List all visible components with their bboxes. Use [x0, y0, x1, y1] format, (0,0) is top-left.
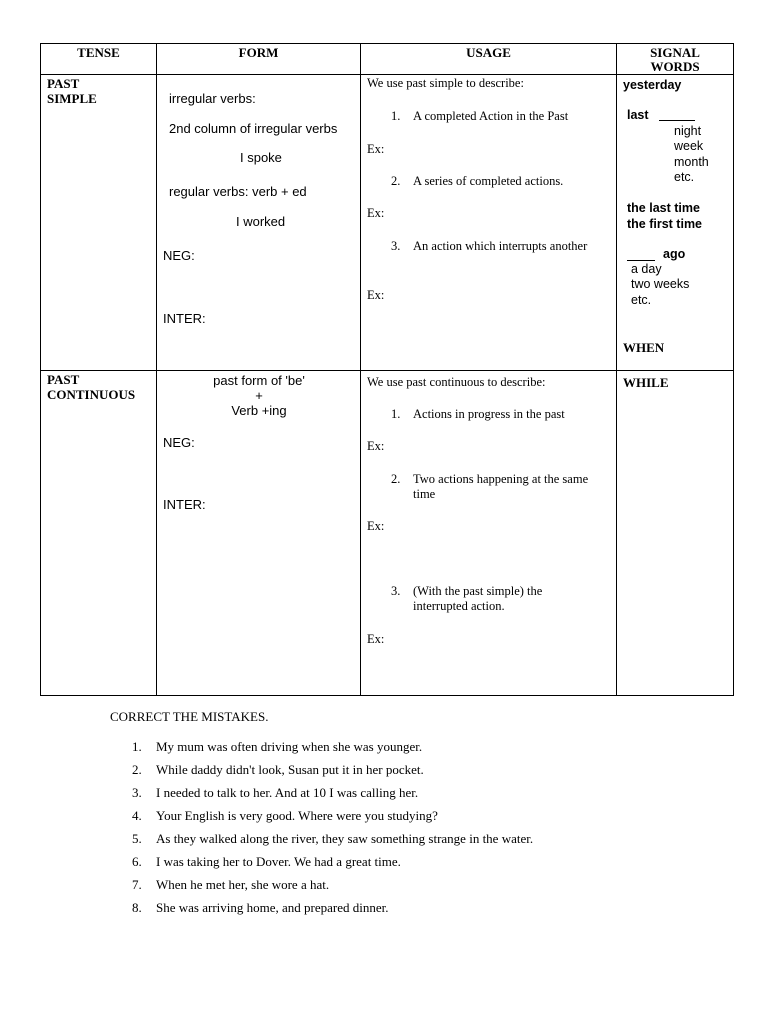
usage-item-number: 2. [391, 472, 401, 486]
signal-yesterday: yesterday [623, 78, 682, 92]
list-item [132, 831, 533, 854]
signal-the-first-time: the first time [627, 217, 703, 231]
item-number: 2. [132, 762, 142, 777]
usage-cell [361, 75, 617, 371]
list-item [132, 762, 533, 785]
form-irregular-example: I spoke [240, 150, 282, 165]
usage-item-text: A completed Action in the Past [413, 109, 569, 123]
list-item [132, 854, 533, 877]
grammar-table [40, 43, 734, 696]
signal-when: WHEN [623, 340, 665, 355]
item-text: I was taking her to Dover. We had a great time. [156, 854, 401, 869]
item-text: Your English is very good. Where were you studying? [156, 808, 438, 823]
signal-ago-option: etc. [631, 293, 652, 307]
form-regular-rule: regular verbs: verb + ed [169, 184, 307, 199]
signal-last-option: week [674, 139, 704, 153]
usage-item-text: (With the past simple) the interrupted action. [413, 584, 543, 613]
signal-last-option: night [674, 124, 702, 138]
usage-item-number: 3. [391, 239, 401, 253]
table-row-past-simple [41, 75, 734, 371]
list-item [132, 900, 533, 923]
signal-the-last-time: the last time [627, 201, 700, 215]
form-verb-ing: Verb +ing [231, 403, 287, 418]
exercise-title: CORRECT THE MISTAKES. [110, 709, 269, 724]
tense-cell [41, 371, 157, 696]
form-plus: + [255, 388, 263, 403]
header-signal-words: SIGNAL WORDS [617, 44, 734, 75]
form-neg-label: NEG: [163, 248, 195, 263]
usage-item-number: 3. [391, 584, 401, 598]
usage-item-text: Actions in progress in the past [413, 407, 565, 421]
form-inter-label: INTER: [163, 311, 206, 326]
tense-cell [41, 75, 157, 371]
item-text: While daddy didn't look, Susan put it in her pocket. [156, 762, 424, 777]
signal-last: last [627, 108, 649, 122]
usage-intro: We use past simple to describe: [367, 76, 524, 90]
item-text: As they walked along the river, they saw something strange in the water. [156, 831, 534, 846]
form-neg-label: NEG: [163, 435, 195, 450]
usage-ex-label: Ex: [367, 439, 385, 453]
signal-last-option: etc. [674, 170, 695, 184]
form-be-line: past form of 'be' [213, 373, 305, 388]
signal-ago-option: a day [631, 262, 662, 276]
form-irregular-rule: 2nd column of irregular verbs [169, 121, 338, 136]
list-item [132, 739, 533, 762]
form-cell [157, 371, 361, 696]
usage-item-number: 1. [391, 109, 401, 123]
item-number: 8. [132, 900, 142, 915]
usage-ex-label: Ex: [367, 519, 385, 533]
item-text: I needed to talk to her. And at 10 I was calling her. [156, 785, 419, 800]
form-irregular-label: irregular verbs: [169, 91, 256, 106]
signal-words-cell [617, 75, 734, 371]
list-item [132, 808, 533, 831]
signal-last-blank [659, 120, 695, 121]
signal-last-option: month [674, 155, 709, 169]
signal-while: WHILE [623, 375, 669, 390]
usage-item-number: 2. [391, 174, 401, 188]
usage-ex-label: Ex: [367, 288, 385, 302]
item-number: 5. [132, 831, 142, 846]
usage-ex-label: Ex: [367, 632, 385, 646]
usage-ex-label: Ex: [367, 206, 385, 220]
form-inter-label: INTER: [163, 497, 206, 512]
usage-item-text: Two actions happening at the same time [413, 472, 589, 501]
usage-item-text: A series of completed actions. [413, 174, 564, 188]
form-regular-example: I worked [236, 214, 286, 229]
list-item [132, 877, 533, 900]
item-text: When he met her, she wore a hat. [156, 877, 330, 892]
signal-ago-option: two weeks [631, 277, 690, 291]
item-text: My mum was often driving when she was younger. [156, 739, 423, 754]
item-number: 1. [132, 739, 142, 754]
signal-ago-blank [627, 260, 655, 261]
usage-item-text: An action which interrupts another [413, 239, 588, 253]
header-tense: TENSE [41, 44, 157, 75]
item-number: 7. [132, 877, 142, 892]
item-number: 4. [132, 808, 142, 823]
usage-cell [361, 371, 617, 696]
usage-item-number: 1. [391, 407, 401, 421]
signal-words-cell [617, 371, 734, 696]
tense-label: PAST CONTINUOUS [47, 372, 136, 402]
signal-ago: ago [663, 247, 686, 261]
usage-intro: We use past continuous to describe: [367, 375, 546, 389]
header-usage: USAGE [361, 44, 617, 75]
tense-label: PAST SIMPLE [47, 76, 97, 106]
table-header-row [41, 44, 734, 75]
list-item [132, 785, 533, 808]
header-form: FORM [157, 44, 361, 75]
item-number: 3. [132, 785, 142, 800]
table-row-past-continuous [41, 371, 734, 696]
form-cell [157, 75, 361, 371]
item-text: She was arriving home, and prepared dinner. [156, 900, 389, 915]
item-number: 6. [132, 854, 142, 869]
usage-ex-label: Ex: [367, 142, 385, 156]
exercise-list [132, 739, 533, 923]
